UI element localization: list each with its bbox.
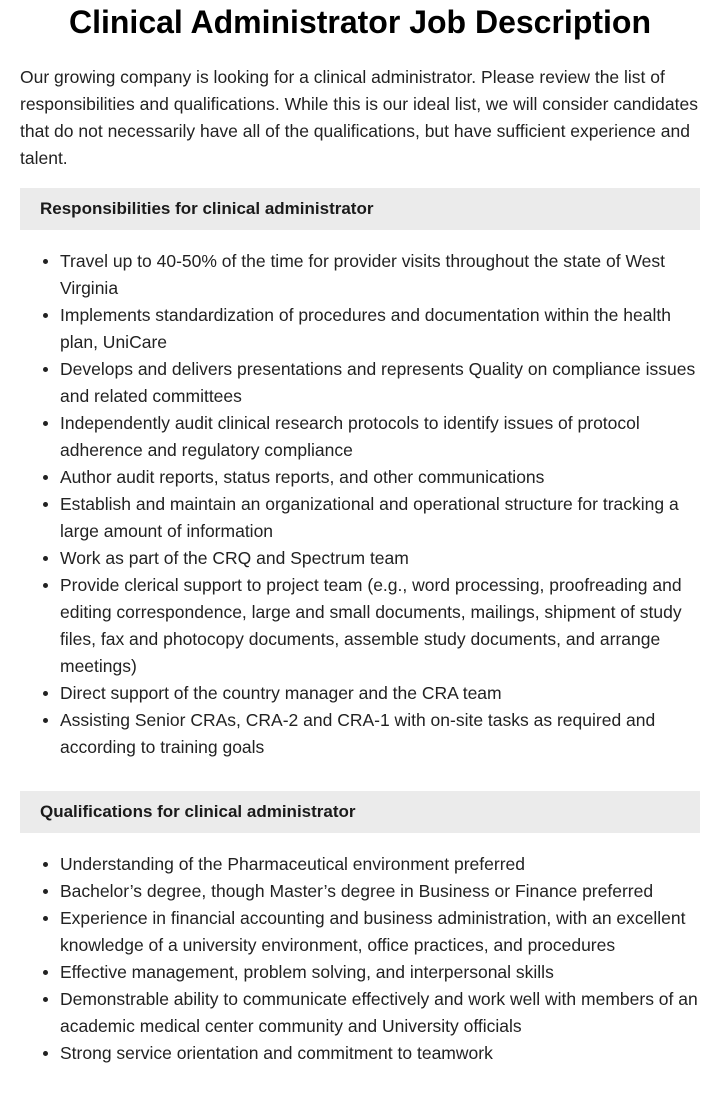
- list-item: Work as part of the CRQ and Spectrum team: [60, 545, 700, 572]
- list-item: Travel up to 40-50% of the time for provider visits throughout the state of West Virginia: [60, 248, 700, 302]
- responsibilities-heading: Responsibilities for clinical administrator: [20, 188, 700, 230]
- qualifications-list: [20, 851, 700, 1067]
- list-item: Assisting Senior CRAs, CRA-2 and CRA-1 with on-site tasks as required and according to training goals: [60, 707, 700, 761]
- list-item: Provide clerical support to project team (e.g., word processing, proofreading and editing correspondence, large and small documents, mailings, shipment of study files, fax and photocopy documents, assemble study documents, and arrange meetings): [60, 572, 700, 680]
- list-item: Effective management, problem solving, and interpersonal skills: [60, 959, 700, 986]
- qualifications-heading: Qualifications for clinical administrator: [20, 791, 700, 833]
- list-item: Author audit reports, status reports, and other communications: [60, 464, 700, 491]
- page-title: Clinical Administrator Job Description: [68, 4, 651, 40]
- list-item: Demonstrable ability to communicate effectively and work well with members of an academic medical center community and University officials: [60, 986, 700, 1040]
- list-item: Understanding of the Pharmaceutical environment preferred: [60, 851, 700, 878]
- list-item: Strong service orientation and commitment to teamwork: [60, 1040, 700, 1067]
- list-item: Bachelor’s degree, though Master’s degree in Business or Finance preferred: [60, 878, 700, 905]
- list-item: Develops and delivers presentations and represents Quality on compliance issues and related committees: [60, 356, 700, 410]
- list-item: Experience in financial accounting and business administration, with an excellent knowledge of a university environment, office practices, and procedures: [60, 905, 700, 959]
- intro-paragraph: Our growing company is looking for a clinical administrator. Please review the list of responsibilities and qualifications. While this is our ideal list, we will consider candidates that do not necessarily have all of the qualifications, but have sufficient experience and talent.: [20, 67, 698, 168]
- list-item: Establish and maintain an organizational and operational structure for tracking a large amount of information: [60, 491, 700, 545]
- responsibilities-list: [20, 248, 700, 761]
- list-item: Implements standardization of procedures and documentation within the health plan, UniCare: [60, 302, 700, 356]
- list-item: Independently audit clinical research protocols to identify issues of protocol adherence and regulatory compliance: [60, 410, 700, 464]
- list-item: Direct support of the country manager and the CRA team: [60, 680, 700, 707]
